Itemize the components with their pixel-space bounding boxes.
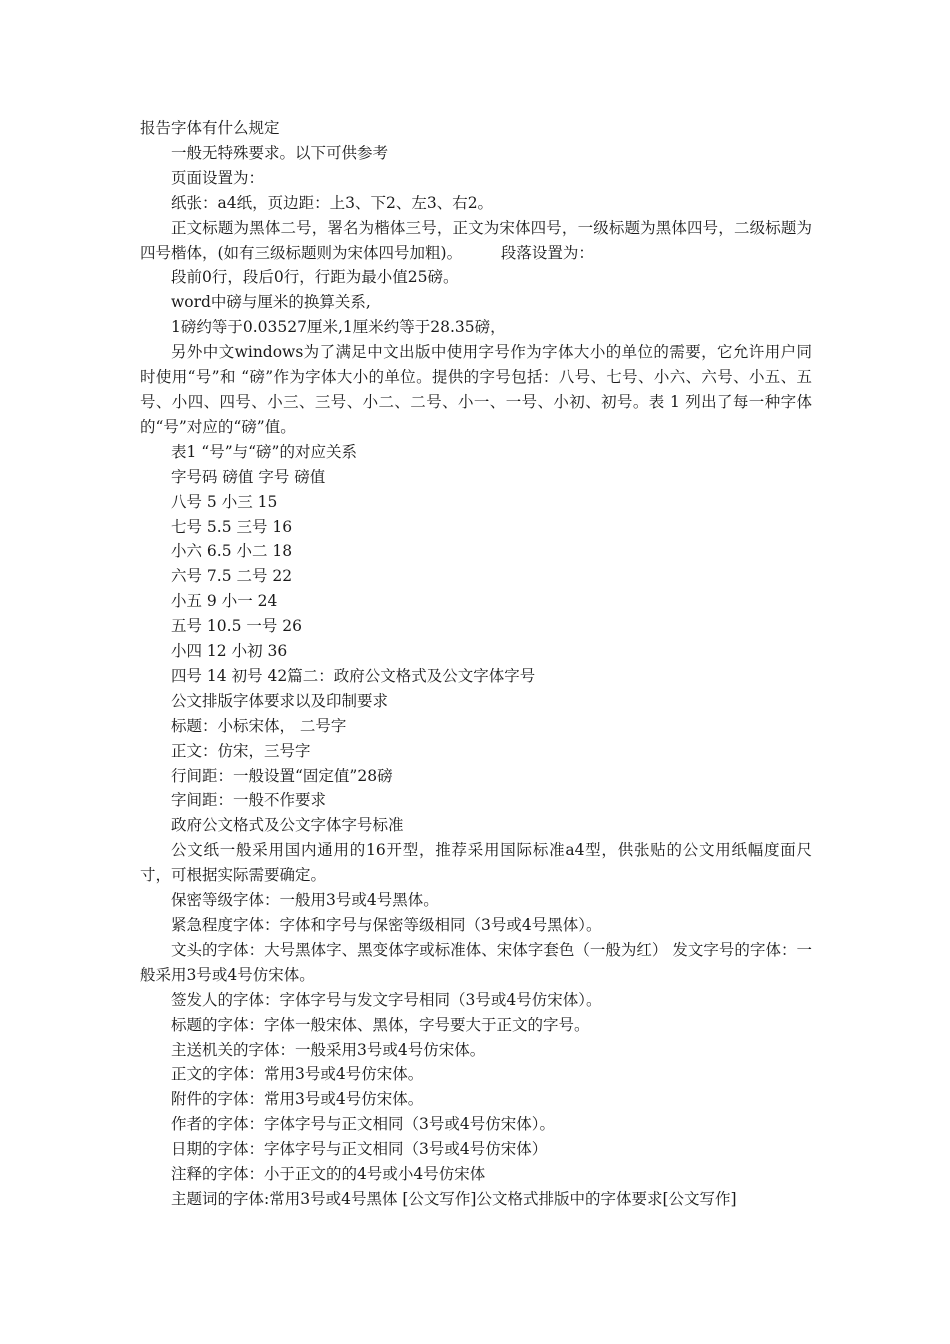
paragraph: 标题的字体：字体一般宋体、黑体，字号要大于正文的字号。	[171, 1015, 590, 1034]
paragraph: 1磅约等于0.03527厘米,1厘米约等于28.35磅，	[171, 318, 506, 337]
paragraph: 公文纸一般采用国内通用的16开型，推荐采用国际标准a4型，供张贴的公文用纸幅度面尺寸，可根据实际需要确定。	[140, 841, 812, 885]
paragraph: 主题词的字体:常用3号或4号黑体 [公文写作]公文格式排版中的字体要求[公文写作]	[171, 1189, 737, 1208]
paragraph: 文头的字体：大号黑体字、黑变体字或标准体、宋体字套色（一般为红） 发文字号的字体：一般采用3号或4号仿宋体。	[140, 940, 812, 984]
document-body	[140, 116, 812, 1212]
paragraph: 字间距：一般不作要求	[171, 791, 327, 810]
paragraph: 附件的字体：常用3号或4号仿宋体。	[171, 1090, 424, 1109]
paragraph: 小四 12 小初 36	[171, 642, 288, 661]
paragraph: 签发人的字体：字体字号与发文字号相同（3号或4号仿宋体）。	[171, 990, 602, 1009]
paragraph: 五号 10.5 一号 26	[171, 617, 303, 636]
paragraph: word中磅与厘米的换算关系,	[171, 293, 371, 312]
paragraph: 小六 6.5 小二 18	[171, 542, 293, 561]
paragraph: 七号 5.5 三号 16	[171, 517, 293, 536]
paragraph: 公文排版字体要求以及印制要求	[171, 691, 389, 710]
paragraph: 表1 “号”与“磅”的对应关系	[171, 442, 357, 461]
paragraph: 注释的字体：小于正文的的4号或小4号仿宋体	[171, 1165, 486, 1184]
paragraph: 一般无特殊要求。以下可供参考	[171, 143, 389, 162]
paragraph: 页面设置为：	[171, 168, 265, 187]
paragraph: 正文标题为黑体二号，署名为楷体三号，正文为宋体四号，一级标题为黑体四号，二级标题为四号楷体，(如有三级标题则为宋体四号加粗)。 段落设置为：	[140, 218, 812, 262]
paragraph: 段前0行，段后0行，行距为最小值25磅。	[171, 268, 459, 287]
paragraph: 标题：小标宋体， 二号字	[171, 716, 347, 735]
paragraph: 八号 5 小三 15	[171, 492, 278, 511]
paragraph: 紧急程度字体：字体和字号与保密等级相同（3号或4号黑体）。	[171, 916, 602, 934]
paragraph: 字号码 磅值 字号 磅值	[171, 467, 326, 486]
paragraph: 六号 7.5 二号 22	[171, 567, 293, 586]
paragraph: 正文的字体：常用3号或4号仿宋体。	[171, 1065, 424, 1084]
paragraph: 日期的字体：字体字号与正文相同（3号或4号仿宋体）	[171, 1140, 548, 1159]
paragraph: 四号 14 初号 42篇二：政府公文格式及公文字体字号	[171, 666, 536, 685]
paragraph: 另外中文windows为了满足中文出版中使用字号作为字体大小的单位的需要，它允许用户同时使用“号”和 “磅”作为字体大小的单位。提供的字号包括：八号、七号、小六、六号、小五、五号、小四、四号、小三、三号、小二、二号、小一、一号、小初、初号。表 1 列出了每一种字体的“号”对应的“磅”值。	[140, 343, 812, 436]
document-title: 报告字体有什么规定	[140, 119, 280, 137]
paragraph: 纸张：a4纸，页边距：上3、下2、左3、右2。	[171, 193, 494, 212]
paragraph: 主送机关的字体：一般采用3号或4号仿宋体。	[171, 1040, 486, 1059]
paragraph: 正文：仿宋，三号字	[171, 741, 311, 760]
paragraph: 小五 9 小一 24	[171, 592, 278, 611]
paragraph: 政府公文格式及公文字体字号标准	[171, 816, 404, 835]
paragraph: 作者的字体：字体字号与正文相同（3号或4号仿宋体）。	[171, 1115, 555, 1134]
paragraph: 行间距：一般设置“固定值”28磅	[171, 766, 393, 785]
paragraph: 保密等级字体：一般用3号或4号黑体。	[171, 891, 439, 910]
